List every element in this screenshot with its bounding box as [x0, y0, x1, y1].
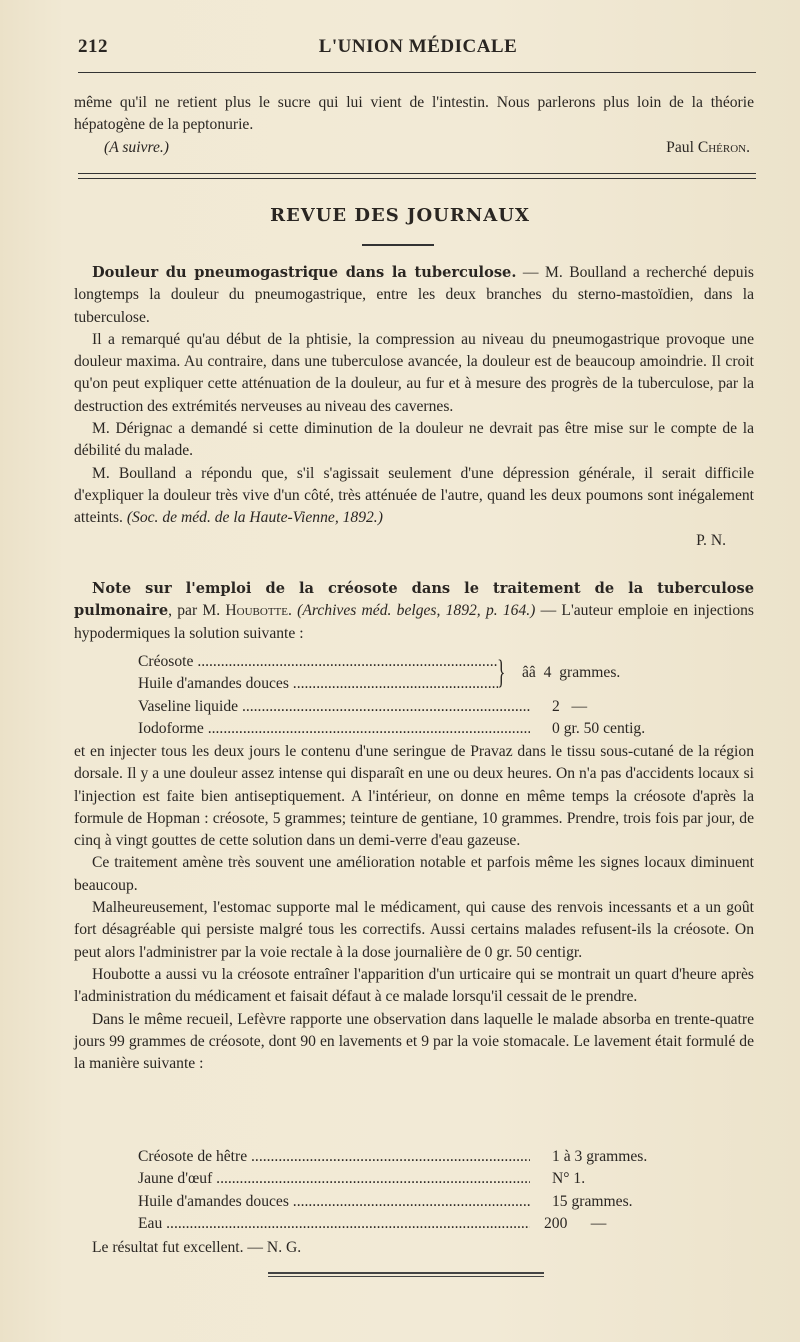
recipe-row: Jaune d'œuf ..... N° 1. [138, 1168, 698, 1190]
recipe-row: Créosote ..... [138, 651, 698, 673]
article-title: Douleur du pneumogastrique dans la tuberculose. [92, 264, 517, 281]
article-paragraph: Malheureusement, l'estomac supporte mal le médicament, qui cause des renvois incessants et a un goût fort désagréable qui persiste malgré tous les correctifs. Aussi certains malades refusent-ils la créosote. On peut alors l'administrer par la voie rectale à la dose journalière de 0 gr. 50 centigr. [74, 899, 754, 961]
recipe-injection [138, 651, 698, 740]
section-title: REVUE DES JOURNAUX [270, 205, 530, 226]
article-paragraph: Note sur l'emploi de la créosote dans le traitement de la tuberculose pulmonaire, par M. Houbotte. (Archives méd. belges, 1892, p. 164.) — L'auteur emploie en injections hypodermiques la solution suivante : [74, 580, 754, 642]
article-reference: (Archives méd. belges, 1892, p. 164.) [297, 602, 536, 620]
article-closing [74, 1237, 754, 1259]
section-title-rule [362, 244, 434, 246]
author-signature: Paul Chéron. [666, 138, 750, 156]
recipe-lavement [138, 1146, 698, 1235]
article-title: Note sur l'emploi de la créosote dans le traitement de la tuberculose pulmonaire [74, 580, 754, 620]
article-paragraph: Le résultat fut excellent. — N. G. [92, 1239, 302, 1256]
article-reference: (Soc. de méd. de la Haute-Vienne, 1892.) [126, 509, 383, 527]
article-paragraph: Ce traitement amène très souvent une amélioration notable et parfois même les signes locaux diminuent beaucoup. [74, 854, 754, 894]
article-creosote-body [74, 741, 754, 1075]
recipe-row: Vaseline liquide ..... 2 — [138, 696, 698, 718]
header-rule [78, 72, 756, 73]
recipe-row: Eau ..... 200 — [138, 1213, 698, 1235]
previous-article-signature [74, 137, 754, 159]
recipe-brace-quantity: ââ 4 grammes. [522, 664, 621, 681]
recipe-row: Huile d'amandes douces ..... [138, 673, 698, 695]
page-header [78, 36, 758, 70]
article-creosote-intro [74, 578, 754, 645]
article-paragraph: Dans le même recueil, Lefèvre rapporte une observation dans laquelle le malade absorba en trente-quatre jours 99 grammes de créosote, dont 90 en lavements et 9 par la voie stomacale. Le lavement était formulé de la manière suivante : [74, 1010, 754, 1073]
to-be-continued: (A suivre.) [104, 138, 169, 156]
article-paragraph: M. Boulland a répondu que, s'il s'agissait seulement d'une dépression générale, il serait difficile d'expliquer la douleur très vive d'un côté, très atténuée de l'autre, quand les deux poumons sont inégalement atteints. (Soc. de méd. de la Haute-Vienne, 1892.) [74, 464, 754, 527]
previous-article-end [74, 92, 754, 159]
article-paragraph: Houbotte a aussi vu la créosote entraîner l'apparition d'un urticaire qui se montrait un quart d'heure après l'administration du médicament et faisait défaut à ce malade lorsqu'il cessait de le prendre. [74, 965, 754, 1006]
recipe-brace: } [497, 654, 506, 691]
article-signature: P. N. [696, 531, 726, 549]
article-pneumogastrique [74, 262, 754, 552]
previous-article-text: même qu'il ne retient plus le sucre qui lui vient de l'intestin. Nous parlerons plus loin de la théorie hépatogène de la peptonurie. [74, 94, 754, 134]
article-paragraph: M. Dérignac a demandé si cette diminution de la douleur ne devrait pas être mise sur le compte de la débilité du malade. [74, 420, 754, 460]
article-paragraph: Douleur du pneumogastrique dans la tuberculose. — M. Boulland a recherché depuis longtemps la douleur du pneumogastrique, entre les deux branches du sterno-mastoïdien, dans la tuberculose. [74, 264, 754, 326]
article-paragraph: Il a remarqué qu'au début de la phtisie, la compression au niveau du pneumogastrique provoque une douleur maxima. Au contraire, dans une tuberculose avancée, la douleur est de beaucoup amoindrie. Il croit qu'on peut expliquer cette atténuation de la douleur, au fur et à mesure des progrès de la tuberculose, par la destruction des extrémités nerveuses au niveau des cavernes. [74, 330, 754, 415]
article-paragraph: et en injecter tous les deux jours le contenu d'une seringue de Pravaz dans le tissu sous-cutané de la région dorsale. Il y a une douleur assez intense qui disparaît en une ou deux heures. On n'a pas d'accidents locaux si l'injection est faite bien antiseptiquement. A l'intérieur, on donne en même temps la créosote d'après la formule de Hopman : créosote, 5 grammes; teinture de gentiane, 10 grammes. Prendre, trois fois par jour, de cinq à vingt gouttes de cette solution dans un demi-verre d'eau gazeuse. [74, 743, 754, 850]
page-number: 212 [78, 36, 108, 57]
recipe-row: Créosote de hêtre ..... 1 à 3 grammes. [138, 1146, 698, 1168]
end-rule [268, 1272, 544, 1274]
recipe-row: Huile d'amandes douces ..... 15 grammes. [138, 1191, 698, 1213]
recipe-row: Iodoforme ..... 0 gr. 50 centig. [138, 718, 698, 740]
section-rule-bottom [78, 178, 756, 179]
article-author: Houbotte [225, 602, 288, 620]
journal-title: L'UNION MÉDICALE [318, 36, 518, 57]
section-rule-top [78, 173, 756, 174]
end-rule-thin [268, 1276, 544, 1277]
